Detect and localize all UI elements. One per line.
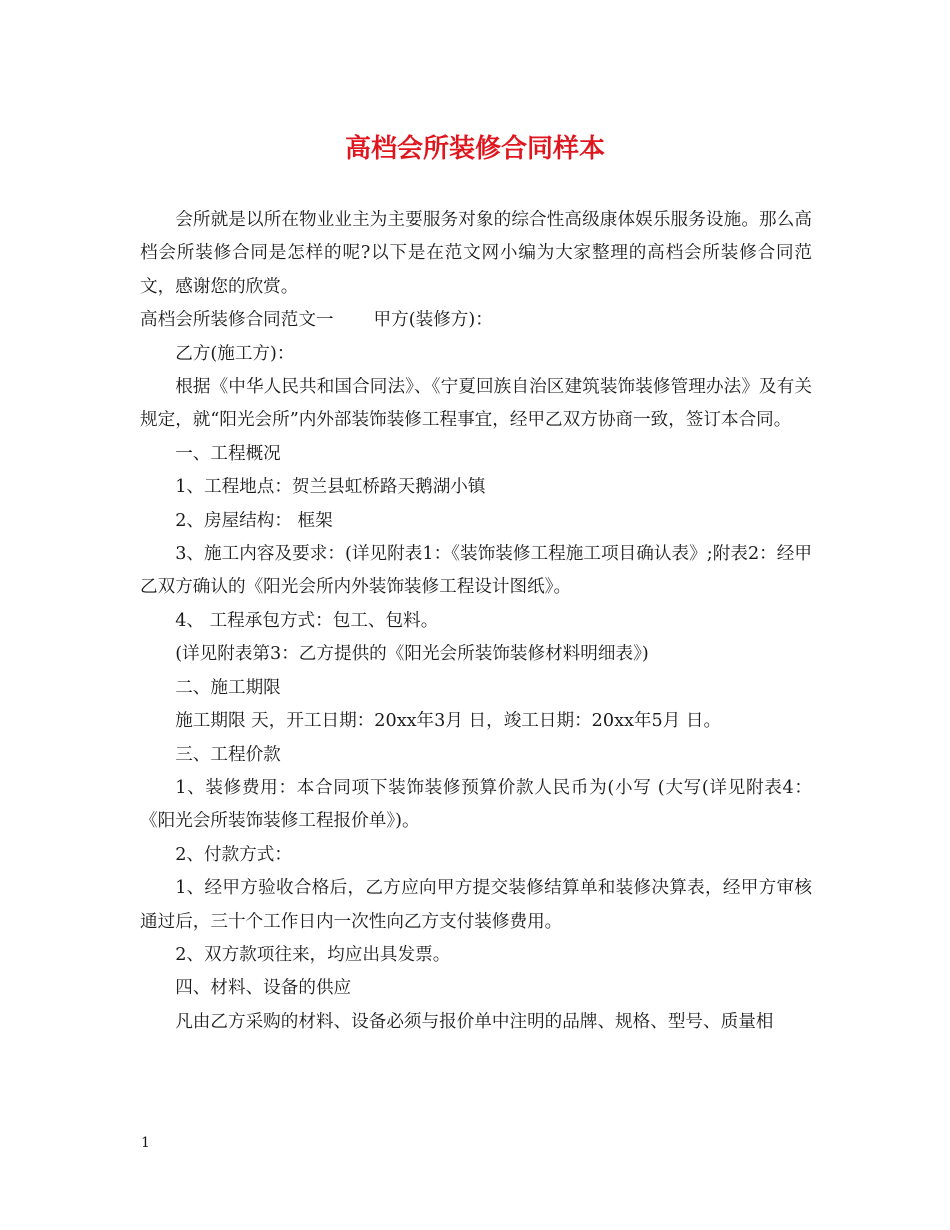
paragraph-location: 1、工程地点：贺兰县虹桥路天鹅湖小镇 [175, 477, 486, 498]
paragraph-fee: 1、装修费用：本合同项下装饰装修预算价款人民币为(小写 (大写(详见附表4：《阳光会所装饰装修工程报价单》)。 [140, 777, 812, 832]
paragraph-supply: 凡由乙方采购的材料、设备必须与报价单中注明的品牌、规格、型号、质量相 [175, 1011, 774, 1032]
paragraph-scope: 3、施工内容及要求：(详见附表1：《装饰装修工程施工项目确认表》;附表2：经甲乙双方确认的《阳光会所内外装饰装修工程设计图纸》。 [140, 544, 812, 598]
paragraph-payment-heading: 2、付款方式： [175, 844, 292, 865]
contract-sample-label: 高档会所装修合同范文一 [140, 310, 334, 331]
paragraph-contract-mode: 4、 工程承包方式：包工、包料。 [175, 610, 439, 631]
paragraph-intro: 会所就是以所在物业业主为主要服务对象的综合性高级康体娱乐服务设施。那么高档会所装修合同是怎样的呢?以下是在范文网小编为大家整理的高档会所装修合同范文，感谢您的欣赏。 [140, 210, 812, 297]
section-heading-overview: 一、工程概况 [175, 443, 281, 464]
document-body [140, 204, 812, 1039]
paragraph-materials-note: (详见附表第3：乙方提供的《阳光会所装饰装修材料明细表》) [175, 644, 649, 665]
paragraph-structure: 2、房屋结构： 框架 [175, 510, 333, 531]
paragraph-basis: 根据《中华人民共和国合同法》、《宁夏回族自治区建筑装饰装修管理办法》及有关规定，就“阳光会所”内外部装饰装修工程事宜，经甲乙双方协商一致，签订本合同。 [140, 377, 812, 431]
paragraph-payment-2: 2、双方款项往来，均应出具发票。 [175, 944, 451, 965]
paragraph-party-b: 乙方(施工方)： [175, 343, 295, 364]
section-heading-price: 三、工程价款 [175, 744, 281, 765]
paragraph-dates: 施工期限 天，开工日期：20xx年3月 日，竣工日期：20xx年5月 日。 [175, 711, 722, 732]
party-a-label: 甲方(装修方)： [373, 310, 493, 331]
page-number: 1 [141, 1135, 150, 1151]
document-title: 高档会所装修合同样本 [344, 134, 605, 164]
paragraph-payment-1: 1、经甲方验收合格后，乙方应向甲方提交装修结算单和装修决算表，经甲方审核通过后，三十个工作日内一次性向乙方支付装修费用。 [140, 878, 812, 932]
section-heading-period: 二、施工期限 [175, 677, 281, 698]
section-heading-supply: 四、材料、设备的供应 [175, 978, 352, 999]
paragraph-contract-heading [140, 304, 812, 337]
